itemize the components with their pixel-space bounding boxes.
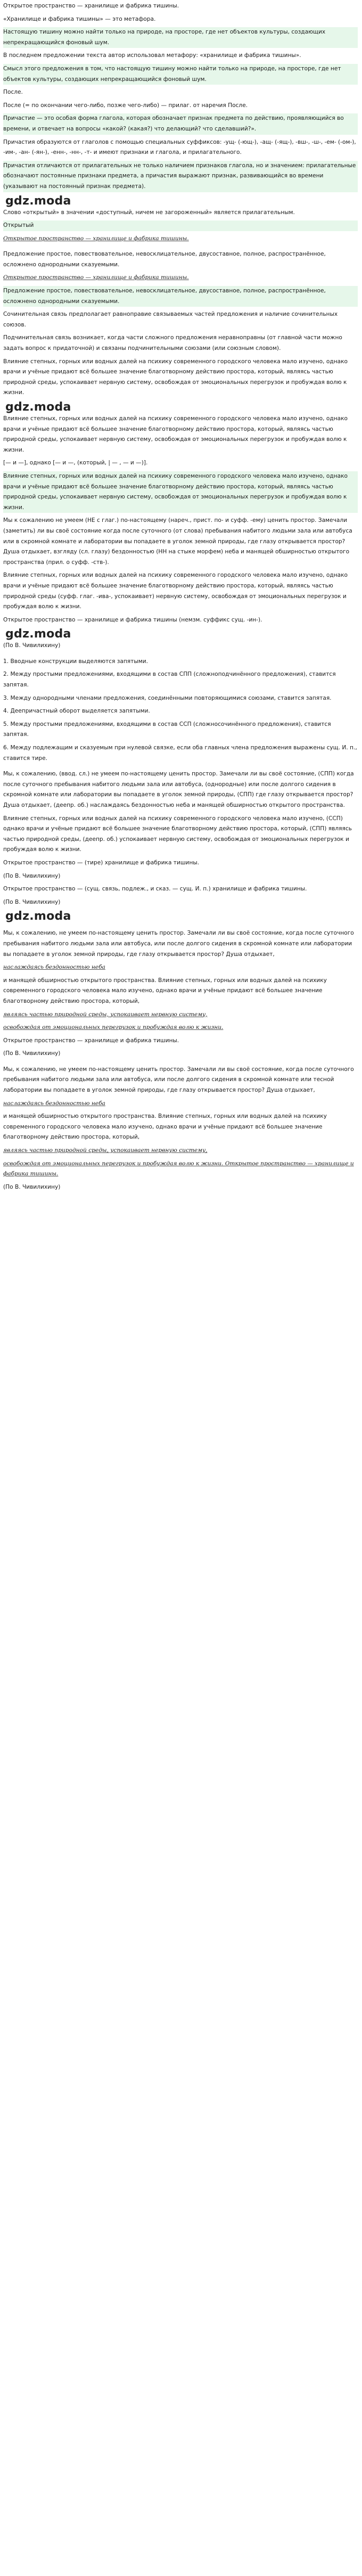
text-paragraph: Мы к сожалению не умеем (НЕ с глаг.) по-настоящему (нареч., прист. по- и суфф. -ему) ценить простор. Замечали (заметить) ли вы своё состояние когда после суточного (от слова) пребывания набитого людьми зала или автобуса или в скромной комнате и лаборатории вы попадаете в уголок земной природы, где глазу открывается простор? Душа отдыхает, взгляду (сл. глазу) бездонностью (НН на стыке морфем) неба и манящей обширностью открытого пространства (прил. о суфф. -ств-).	[3, 517, 352, 566]
text-paragraph: Мы, к сожалению, не умеем по-настоящему ценить простор. Замечали ли вы своё состояние, когда после суточного пребывания набитого людьми зала или автобуса, или после долгого сидения в скромной комнате или лаборатории вы попадаете в уголок земной природы, где глазу открывается простор? Душа отдыхает,	[3, 930, 354, 958]
text-paragraph: После (= по окончании чего-либо, позже чего-либо) — прилаг. от наречия После.	[3, 102, 248, 109]
text-paragraph: наслаждаясь бездонностью неба	[3, 964, 105, 971]
text-paragraph: Открытое пространство — хранилище и фабрика тишины (немзм. суффикс сущ. -ин-).	[3, 616, 262, 623]
text-paragraph: Причастие — это особая форма глагола, которая обозначает признак предмета по действию, проявляющийся во времени, и отвечает на вопросы «какой? (какая?) что делающий? что сделавший?».	[3, 113, 358, 134]
text-paragraph: являясь частью природной среды, успокаивает нервную систему,	[3, 1011, 208, 1018]
text-paragraph: освобождая от эмоциональных перегрузок и пробуждая волю к жизни. Открытое пространство — хранилище и фабрика тишины.	[3, 1160, 354, 1177]
text-paragraph: 2. Между простыми предложениями, входящими в состав СПП (сложноподчинённого предложения), ставится запятая.	[3, 671, 336, 689]
text-paragraph: (По В. Чивилихину)	[3, 642, 61, 649]
text-paragraph: Открытое пространство — хранилище и фабрика тишины.	[3, 1037, 179, 1044]
text-paragraph: Влияние степных, горных или водных далей на психику современного городского человека мало изучено, (ССП) однако врачи и учёные придают всё большее значение благотворному действию простора, который, (СПП) являясь частью природной среды, (деепр. об.) успокаивает нервную систему, освобождая от эмоциональных перегрузок и пробуждая волю к жизни.	[3, 815, 352, 853]
text-paragraph: Открытое пространство — хранилище и фабрика тишины.	[3, 3, 179, 9]
watermark: gdz.moda	[5, 194, 71, 208]
text-paragraph: Мы, к сожалению, (ввод. сл.) не умеем по-настоящему ценить простор. Замечали ли вы своё состояние, (СПП) когда после суточного пребывания набитого людьми зала или автобуса, (однородные) или после долгого сидения в скромной комнате или лаборатории вы попадаете в уголок земной природы, (СПП) где глазу открывается простор? Душа отдыхает, (деепр. об.) наслаждаясь бездонностью неба и манящей обширностью открытого пространства.	[3, 771, 354, 808]
text-paragraph: После.	[3, 89, 23, 96]
text-paragraph: Предложение простое, повествовательное, невосклицательное, двусоставное, полное, распространённое, осложнено однородными сказуемыми.	[3, 251, 326, 268]
text-paragraph: 3. Между однородными членами предложения, соединёнными повторяющимися союзами, ставится запятая.	[3, 694, 332, 701]
text-paragraph: Влияние степных, горных или водных далей на психику современного городского человека мало изучено, однако врачи и учёные придают всё большее значение благотворному действию простора, который, являясь частью природной среды, успокаивает нервную систему, освобождая от эмоциональных перегрузок и пробуждая волю к жизни.	[3, 358, 348, 396]
text-paragraph: Слово «открытый» в значении «доступный, ничем не загороженный» является прилагательным.	[3, 209, 295, 216]
text-paragraph: 5. Между простыми предложениями, входящими в состав ССП (сложносочинённого предложения), ставится запятая.	[3, 721, 331, 738]
text-paragraph: Мы, к сожалению, не умеем по-настоящему ценить простор. Замечали ли вы своё состояние, когда после суточного пребывания набитого людьми зала или автобуса, или после долгого сидения в скромной комнате или тесной лаборатории вы попадаете в уголок земной природы, где глазу открывается простор? Душа отдыхает,	[3, 1066, 354, 1094]
watermark: gdz.moda	[5, 400, 71, 414]
text-paragraph: Открытое пространство — (сущ. связь, подлеж., и сказ. — сущ. И. п.) хранилище и фабрика тишины.	[3, 886, 307, 893]
text-paragraph: (По В. Чивилихину)	[3, 1050, 61, 1057]
text-paragraph: и манящей обширностью открытого пространства. Влияние степных, горных или водных далей на психику современного городского человека мало изучено, однако врачи и учёные придают всё большее значение благотворному действию простора, который,	[3, 977, 327, 1004]
text-paragraph: (По В. Чивилихину)	[3, 898, 61, 905]
text-paragraph: Смысл этого предложения в том, что настоящую тишину можно найти только на природе, на просторе, где нет объектов культуры, создающих непрекращающийся фоновый шум.	[3, 64, 358, 85]
text-paragraph: наслаждаясь бездонностью неба	[3, 1100, 105, 1107]
text-paragraph: (По В. Чивилихину)	[3, 872, 61, 879]
text-paragraph: [— и —], однако [— и —, (который, | — , — и —)].	[3, 460, 148, 467]
text-paragraph: освобождая от эмоциональных перегрузок и пробуждая волю к жизни.	[3, 1024, 224, 1031]
text-paragraph: Причастия отличаются от прилагательных не только наличием признаков глагола, но и значением: прилагательные обозначают постоянные признаки предмета, а причастия выражают признак, развивающийся во времени (указывают на постоянный признак предмета).	[3, 161, 358, 192]
text-paragraph: являясь частью природной среды, успокаивает нервную систему,	[3, 1147, 208, 1154]
text-paragraph: Открытое пространство — хранилище и фабрика тишины.	[3, 235, 189, 242]
text-paragraph: Настоящую тишину можно найти только на природе, на просторе, где нет объектов культуры, создающих непрекращающийся фоновый шум.	[3, 27, 358, 48]
text-paragraph: Влияние степных, горных или водных далей на психику современного городского человека мало изучено, однако врачи и учёные придают всё большее значение благотворному действию простора, который, являясь частью природной среды (суфф. глаг. -ива-, успокаивает) нервную систему, освобождая от эмоциональных перегрузок и пробуждая волю к жизни.	[3, 572, 348, 610]
text-paragraph: 6. Между подлежащим и сказуемым при нулевой связке, если оба главных члена предложения выражены сущ. И. п., ставится тире.	[3, 745, 357, 762]
text-paragraph: и манящей обширностью открытого пространства. Влияние степных, горных или водных далей на психику современного городского человека мало изучено, однако врачи и учёные придают всё большее значение благотворному действию простора, который,	[3, 1113, 327, 1141]
text-paragraph: 4. Деепричастный оборот выделяется запятыми.	[3, 708, 150, 715]
text-paragraph: Открытое пространство — хранилище и фабрика тишины.	[3, 274, 189, 281]
solution-page	[0, 0, 362, 1198]
text-paragraph: «Хранилище и фабрика тишины» — это метафора.	[3, 15, 156, 22]
watermark: gdz.moda	[5, 910, 71, 923]
text-paragraph: Сочинительная связь предполагает равноправие связываемых частей предложения и наличие сочинительных союзов.	[3, 311, 338, 328]
text-paragraph: (По В. Чивилихину)	[3, 1183, 61, 1190]
text-paragraph: Открытый	[3, 220, 358, 231]
text-paragraph: Открытое пространство — (тире) хранилище и фабрика тишины.	[3, 859, 200, 866]
watermark: gdz.moda	[5, 627, 71, 641]
text-paragraph: 1. Вводные конструкции выделяются запятыми.	[3, 658, 148, 665]
text-paragraph: Подчинительная связь возникает, когда части сложного предложения неравноправны (от главной части можно задать вопрос к придаточной) и связаны подчинительными союзами (или союзным словом).	[3, 334, 342, 352]
text-paragraph: В последнем предложении текста автор использовал метафору: «хранилище и фабрика тишины».	[3, 52, 301, 59]
text-paragraph: Предложение простое, повествовательное, невосклицательное, двусоставное, полное, распространённое, осложнено однородными сказуемыми.	[3, 286, 358, 307]
text-paragraph: Влияние степных, горных или водных далей на психику современного городского человека мало изучено, однако врачи и учёные придают всё большее значение благотворному действию простора, который, являясь частью природной среды, успокаивает нервную систему, освобождая от эмоциональных перегрузок и пробуждая волю к жизни.	[3, 471, 358, 513]
text-paragraph: Влияние степных, горных или водных далей на психику современного городского человека мало изучено, однако врачи и учёные придают всё большее значение благотворному действию простора, который, являясь частью природной среды, успокаивает нервную систему, освобождая от эмоциональных перегрузок и пробуждая волю к жизни.	[3, 415, 348, 453]
text-paragraph: Причастия образуются от глаголов с помощью специальных суффиксов: -ущ- (-ющ-), -ащ- (-ящ-), -вш-, -ш-, -ем- (-ом-), -им-, -ан- (-ян-), -енн-, -нн-, -т- и имеют признаки и глагола, и прилагательного.	[3, 138, 356, 156]
